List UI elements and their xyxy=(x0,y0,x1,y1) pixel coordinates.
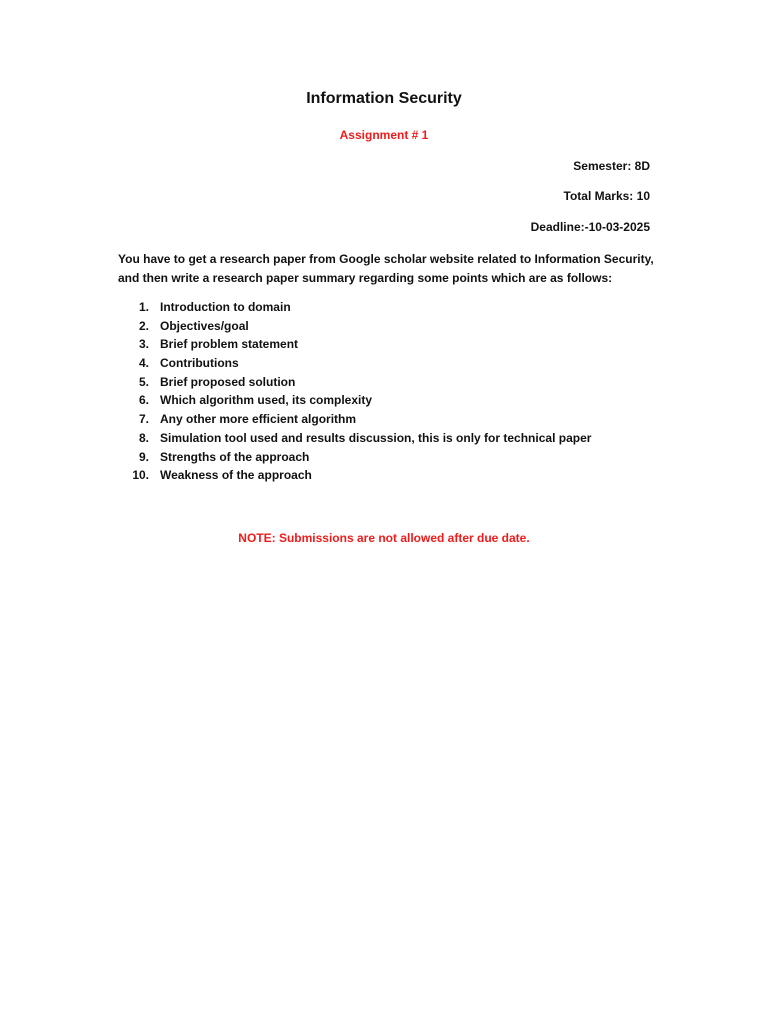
list-item-number: 9. xyxy=(138,449,149,464)
document-title: Information Security xyxy=(306,90,462,107)
list-item-number: 3. xyxy=(138,337,149,352)
list-item-text: Any other more efficient algorithm xyxy=(160,412,357,427)
list-item-number: 6. xyxy=(138,393,149,408)
list-item-number: 5. xyxy=(138,374,149,389)
list-item-text: Which algorithm used, its complexity xyxy=(160,393,373,408)
list-item-text: Simulation tool used and results discussion, this is only for technical paper xyxy=(160,430,592,445)
submission-note: NOTE: Submissions are not allowed after due date. xyxy=(238,531,530,545)
list-item-text: Brief problem statement xyxy=(160,337,299,352)
list-item-text: Brief proposed solution xyxy=(160,374,296,389)
list-item-text: Contributions xyxy=(160,356,239,371)
list-item-text: Strengths of the approach xyxy=(160,449,310,464)
list-item-text: Introduction to domain xyxy=(160,300,291,314)
total-marks-info: Total Marks: 10 xyxy=(563,189,650,203)
list-item-number: 4. xyxy=(138,356,149,371)
instructions-paragraph: You have to get a research paper from Google scholar website related to Information Security, and then write a research paper summary regarding some points which are as follows: xyxy=(118,252,654,285)
list-item-number: 1. xyxy=(138,300,149,314)
assignment-label: Assignment # 1 xyxy=(339,128,429,142)
list-item-text: Weakness of the approach xyxy=(160,468,312,483)
deadline-info: Deadline:-10-03-2025 xyxy=(530,220,650,234)
semester-info: Semester: 8D xyxy=(573,159,650,173)
list-item-text: Objectives/goal xyxy=(160,318,249,333)
list-item-number: 7. xyxy=(138,412,149,427)
list-item-number: 2. xyxy=(138,318,149,333)
list-item-number: 10. xyxy=(132,468,149,483)
list-item-number: 8. xyxy=(138,430,149,445)
